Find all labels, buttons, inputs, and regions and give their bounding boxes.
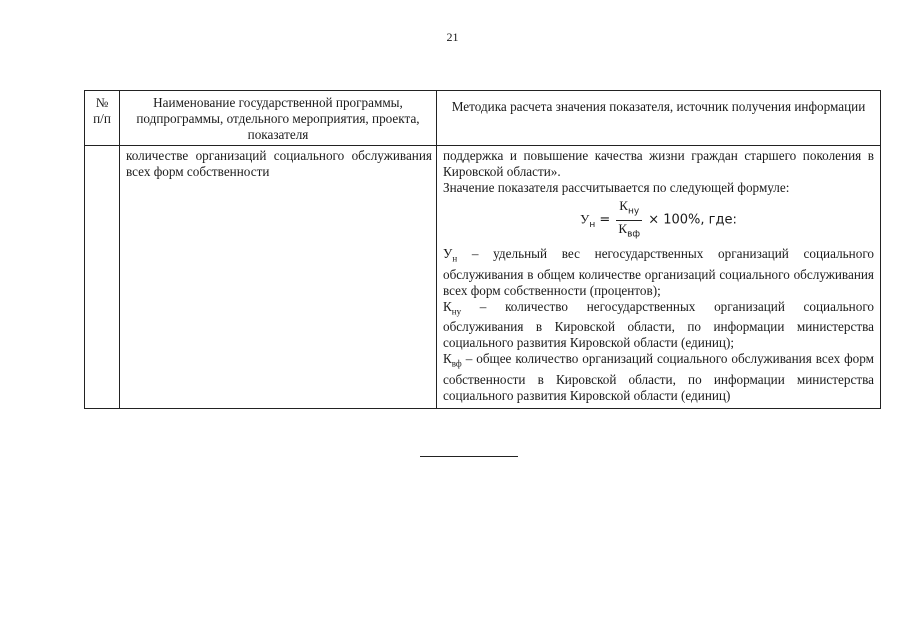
formula-denominator <box>616 221 642 243</box>
denominator-sub: вф <box>627 229 641 240</box>
def-un-text: – удельный вес негосударственных организаций социального обслуживания в общем количестве организаций социального обслуживания всех форм собственности (процентов); <box>443 246 874 298</box>
def-kvf-sub: вф <box>451 359 462 370</box>
table-row <box>85 146 881 409</box>
definition-un <box>443 246 874 299</box>
def-knu-symbol: К <box>443 298 452 314</box>
closing-rule <box>420 456 518 457</box>
header-method: Методика расчета значения показателя, источник получения информации <box>437 91 881 146</box>
formula-lead: Значение показателя рассчитывается по следующей формуле: <box>443 180 790 195</box>
def-knu-text: – количество негосударственных организаций социального обслуживания в Кировской области, по информации министерства социального развития Кировской области (единиц); <box>443 298 874 351</box>
page-number: 21 <box>446 30 459 44</box>
def-un-sub: н <box>452 253 458 264</box>
method-intro: поддержка и повышение качества жизни граждан старшего поколения в Кировской области». <box>443 148 874 179</box>
def-kvf-text: – общее количество организаций социального обслуживания всех форм собственности в Кировской области, по информации министерства социального развития Кировской области (единиц) <box>443 351 874 404</box>
header-name: Наименование государственной программы, подпрограммы, отдельного мероприятия, проекта, показателя <box>120 91 437 146</box>
formula-numerator <box>616 198 642 221</box>
definition-kvf <box>443 351 874 404</box>
definition-knu <box>443 299 874 352</box>
def-kvf-symbol: К <box>443 351 452 367</box>
table-header-row <box>85 91 881 146</box>
numerator-sub: ну <box>627 206 640 217</box>
formula-fraction <box>616 198 642 242</box>
formula-lhs: У <box>580 211 590 227</box>
def-un-symbol: У <box>443 246 453 262</box>
cell-indicator-name: количестве организаций социального обслуживания всех форм собственности <box>120 146 437 409</box>
formula <box>443 198 874 242</box>
denominator-symbol: К <box>618 220 628 236</box>
indicator-table <box>84 90 881 409</box>
header-number: № п/п <box>85 91 120 146</box>
formula-equals: = <box>599 212 611 228</box>
cell-number <box>85 146 120 409</box>
numerator-symbol: К <box>619 198 628 213</box>
formula-tail: × 100%, где: <box>648 212 737 228</box>
cell-method <box>437 146 881 409</box>
def-knu-sub: ну <box>451 306 462 317</box>
formula-lhs-sub: н <box>589 220 596 231</box>
